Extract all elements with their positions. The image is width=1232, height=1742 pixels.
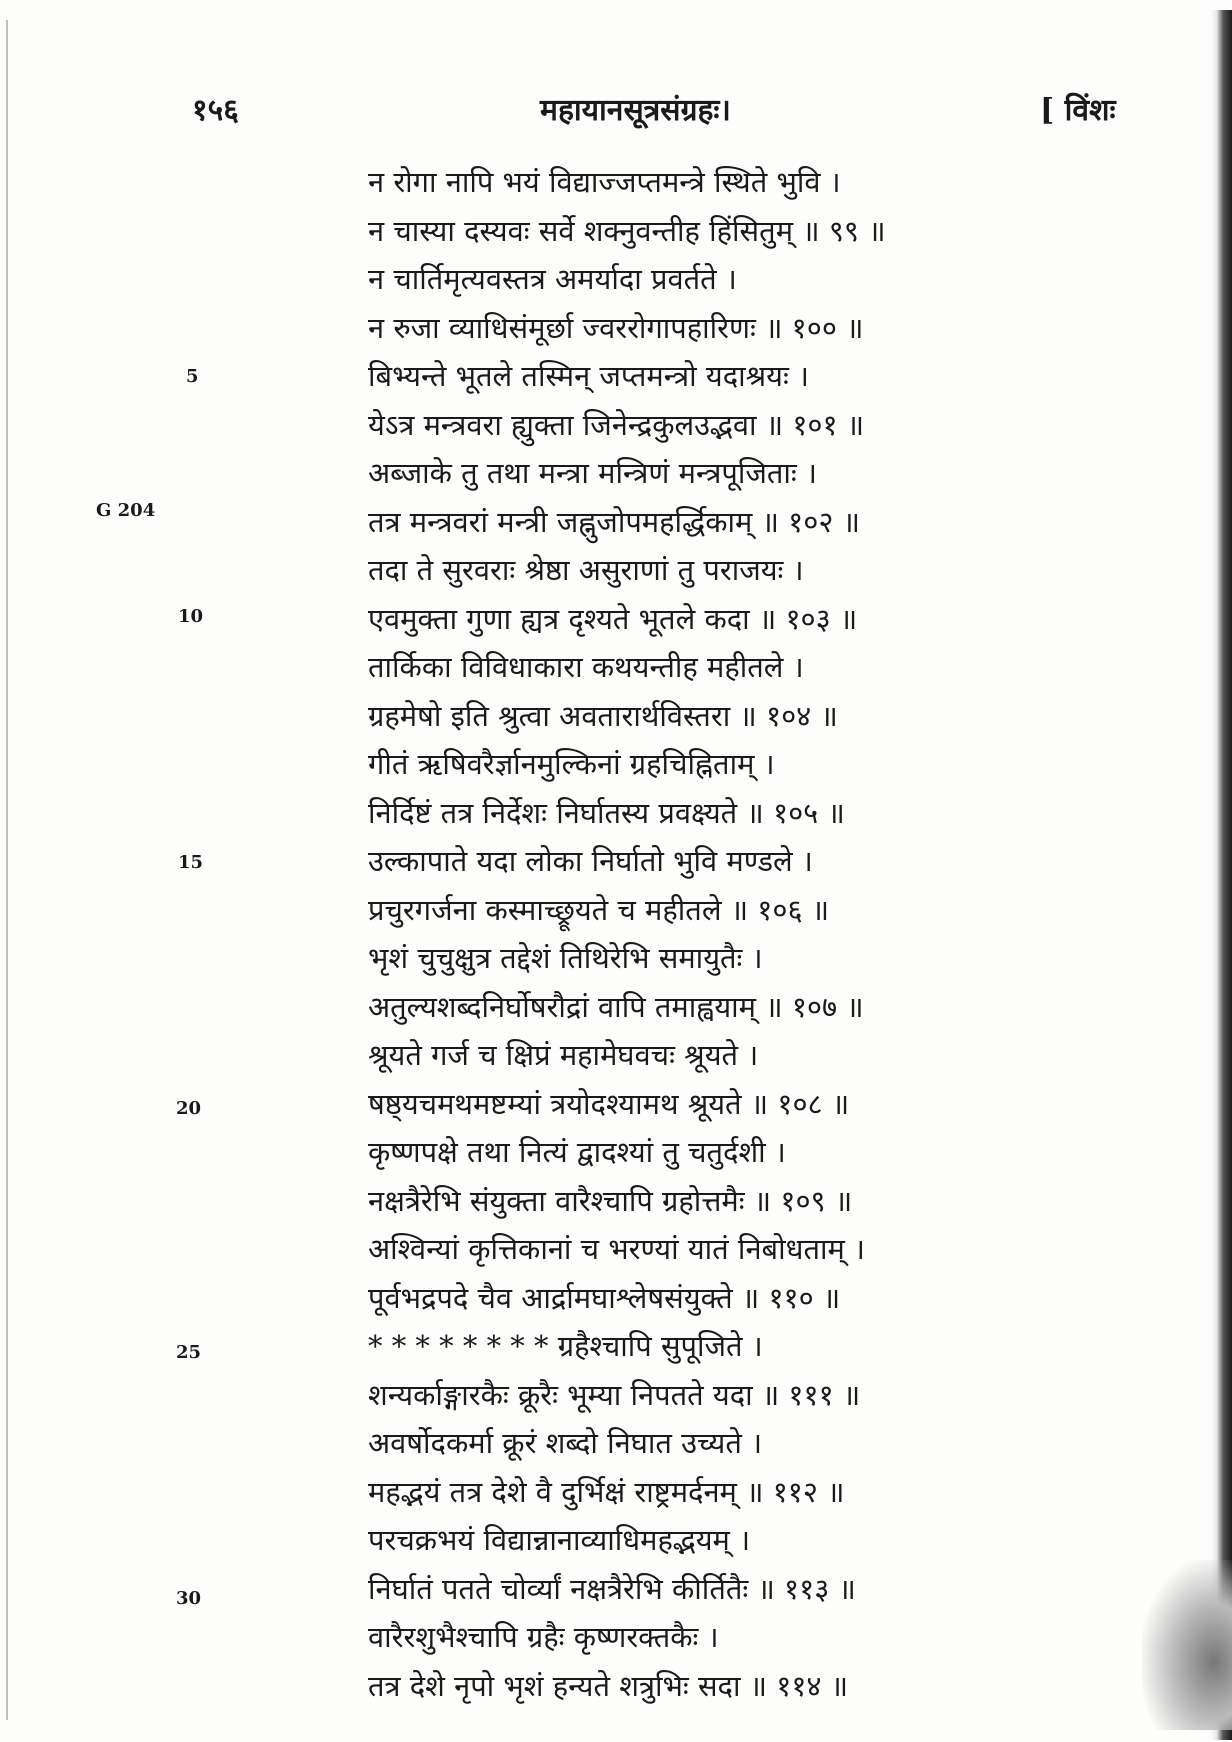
verse-line: नक्षत्रैरेभि संयुक्ता वारैश्चापि ग्रहोत्तमैः ॥ १०९ ॥ <box>368 1183 853 1218</box>
verse-line: अतुल्यशब्दनिर्घोषरौद्रां वापि तमाह्वयाम् ॥ १०७ ॥ <box>368 989 864 1024</box>
page-binding-edge <box>1210 10 1232 1740</box>
verse-line: बिभ्यन्ते भूतले तस्मिन् जप्तमन्त्रो यदाश्रयः । <box>368 359 810 393</box>
line-number-5: 5 <box>186 366 199 387</box>
verse-line: भृशं चुचुक्षुत्र तद्देशं तिथिरेभि समायुतैः । <box>368 941 763 975</box>
line-number-10: 10 <box>178 606 204 627</box>
verse-line: न चार्तिमृत्यवस्तत्र अमर्यादा प्रवर्तते । <box>368 262 737 296</box>
verse-line: तत्र मन्त्रवरां मन्त्री जह्नुजोपमहर्द्धिकाम् ॥ १०२ ॥ <box>368 504 860 539</box>
verse-line: महद्भयं तत्र देशे वै दुर्भिक्षं राष्ट्रमर्दनम् ॥ ११२ ॥ <box>368 1474 845 1509</box>
verse-line: श्रूयते गर्ज च क्षिप्रं महामेघवचः श्रूयते । <box>368 1038 759 1072</box>
verse-line: षष्ठ्यचमथमष्टम्यां त्रयोदश्यामथ श्रूयते ॥ १०८ ॥ <box>368 1086 850 1121</box>
page-header <box>0 88 1232 138</box>
verse-line: कृष्णपक्षे तथा नित्यं द्वादश्यां तु चतुर्दशी । <box>368 1135 786 1169</box>
verse-line: परचक्रभयं विद्यान्नानाव्याधिमहद्भयम् । <box>368 1523 751 1557</box>
verse-line: अवर्षोदकर्मा क्रूरं शब्दो निघात उच्यते । <box>368 1426 763 1460</box>
line-number-15: 15 <box>178 852 204 873</box>
verse-line: पूर्वभद्रपदे चैव आर्द्रामघाश्लेषसंयुक्ते ॥ ११० ॥ <box>368 1280 841 1315</box>
verse-line: न रोगा नापि भयं विद्याज्जप्तमन्त्रे स्थिते भुवि । <box>368 165 841 199</box>
running-title: महायानसूत्रसंग्रहः। <box>540 93 731 128</box>
verse-line: गीतं ऋषिवरैर्ज्ञानमुल्किनां ग्रहचिह्निताम् । <box>368 747 775 781</box>
verse-text <box>368 158 988 1710</box>
verse-line: उल्कापाते यदा लोका निर्घातो भुवि मण्डले । <box>368 844 813 878</box>
verse-line: येऽत्र मन्त्रवरा ह्युक्ता जिनेन्द्रकुलउद्भवा ॥ १०१ ॥ <box>368 407 865 442</box>
section-tag: [ विंशः <box>1040 93 1116 128</box>
verse-line: निर्दिष्टं तत्र निर्देशः निर्घातस्य प्रवक्ष्यते ॥ १०५ ॥ <box>368 795 845 830</box>
verse-line: एवमुक्ता गुणा ह्यत्र दृश्यते भूतले कदा ॥ १०३ ॥ <box>368 601 858 636</box>
verse-line: ग्रहमेषो इति श्रुत्वा अवतारार्थविस्तरा ॥ १०४ ॥ <box>368 698 838 733</box>
verse-line: न रुजा व्याधिसंमूर्छा ज्वररोगापहारिणः ॥ १०० ॥ <box>368 310 864 345</box>
verse-line: वारैरशुभैश्चापि ग्रहैः कृष्णरक्तकैः । <box>368 1620 719 1654</box>
verse-line: शन्यर्काङ्गारकैः क्रूरैः भूम्या निपतते यदा ॥ १११ ॥ <box>368 1377 861 1412</box>
verse-line: न चास्या दस्यवः सर्वे शक्नुवन्तीह हिंसितुम् ॥ ९९ ॥ <box>368 213 886 248</box>
page-number: १५६ <box>192 93 239 128</box>
verse-line: तत्र देशे नृपो भृशं हन्यते शत्रुभिः सदा ॥ ११४ ॥ <box>368 1668 849 1703</box>
verse-line: अब्जाके तु तथा मन्त्रा मन्त्रिणं मन्त्रपूजिताः । <box>368 456 817 490</box>
verse-line: तार्किका विविधाकारा कथयन्तीह महीतले । <box>368 650 804 684</box>
verse-line: तदा ते सुरवराः श्रेष्ठा असुराणां तु पराजयः । <box>368 553 804 587</box>
line-number-30: 30 <box>176 1588 202 1609</box>
folio-reference: G 204 <box>96 500 156 521</box>
page-stain <box>1142 1560 1232 1730</box>
page-left-edge <box>6 20 8 1720</box>
verse-line: निर्घातं पतते चोर्व्यां नक्षत्रैरेभि कीर्तितैः ॥ ११३ ॥ <box>368 1571 856 1606</box>
line-number-25: 25 <box>176 1342 202 1363</box>
verse-line: अश्विन्यां कृत्तिकानां च भरण्यां यातं निबोधताम् । <box>368 1232 866 1266</box>
verse-line: प्रचुरगर्जना कस्माच्छ्रूयते च महीतले ॥ १०६ ॥ <box>368 892 830 927</box>
line-number-20: 20 <box>176 1098 202 1119</box>
verse-line: * * * * * * * * ग्रहैश्चापि सुपूजिते । <box>368 1329 763 1363</box>
